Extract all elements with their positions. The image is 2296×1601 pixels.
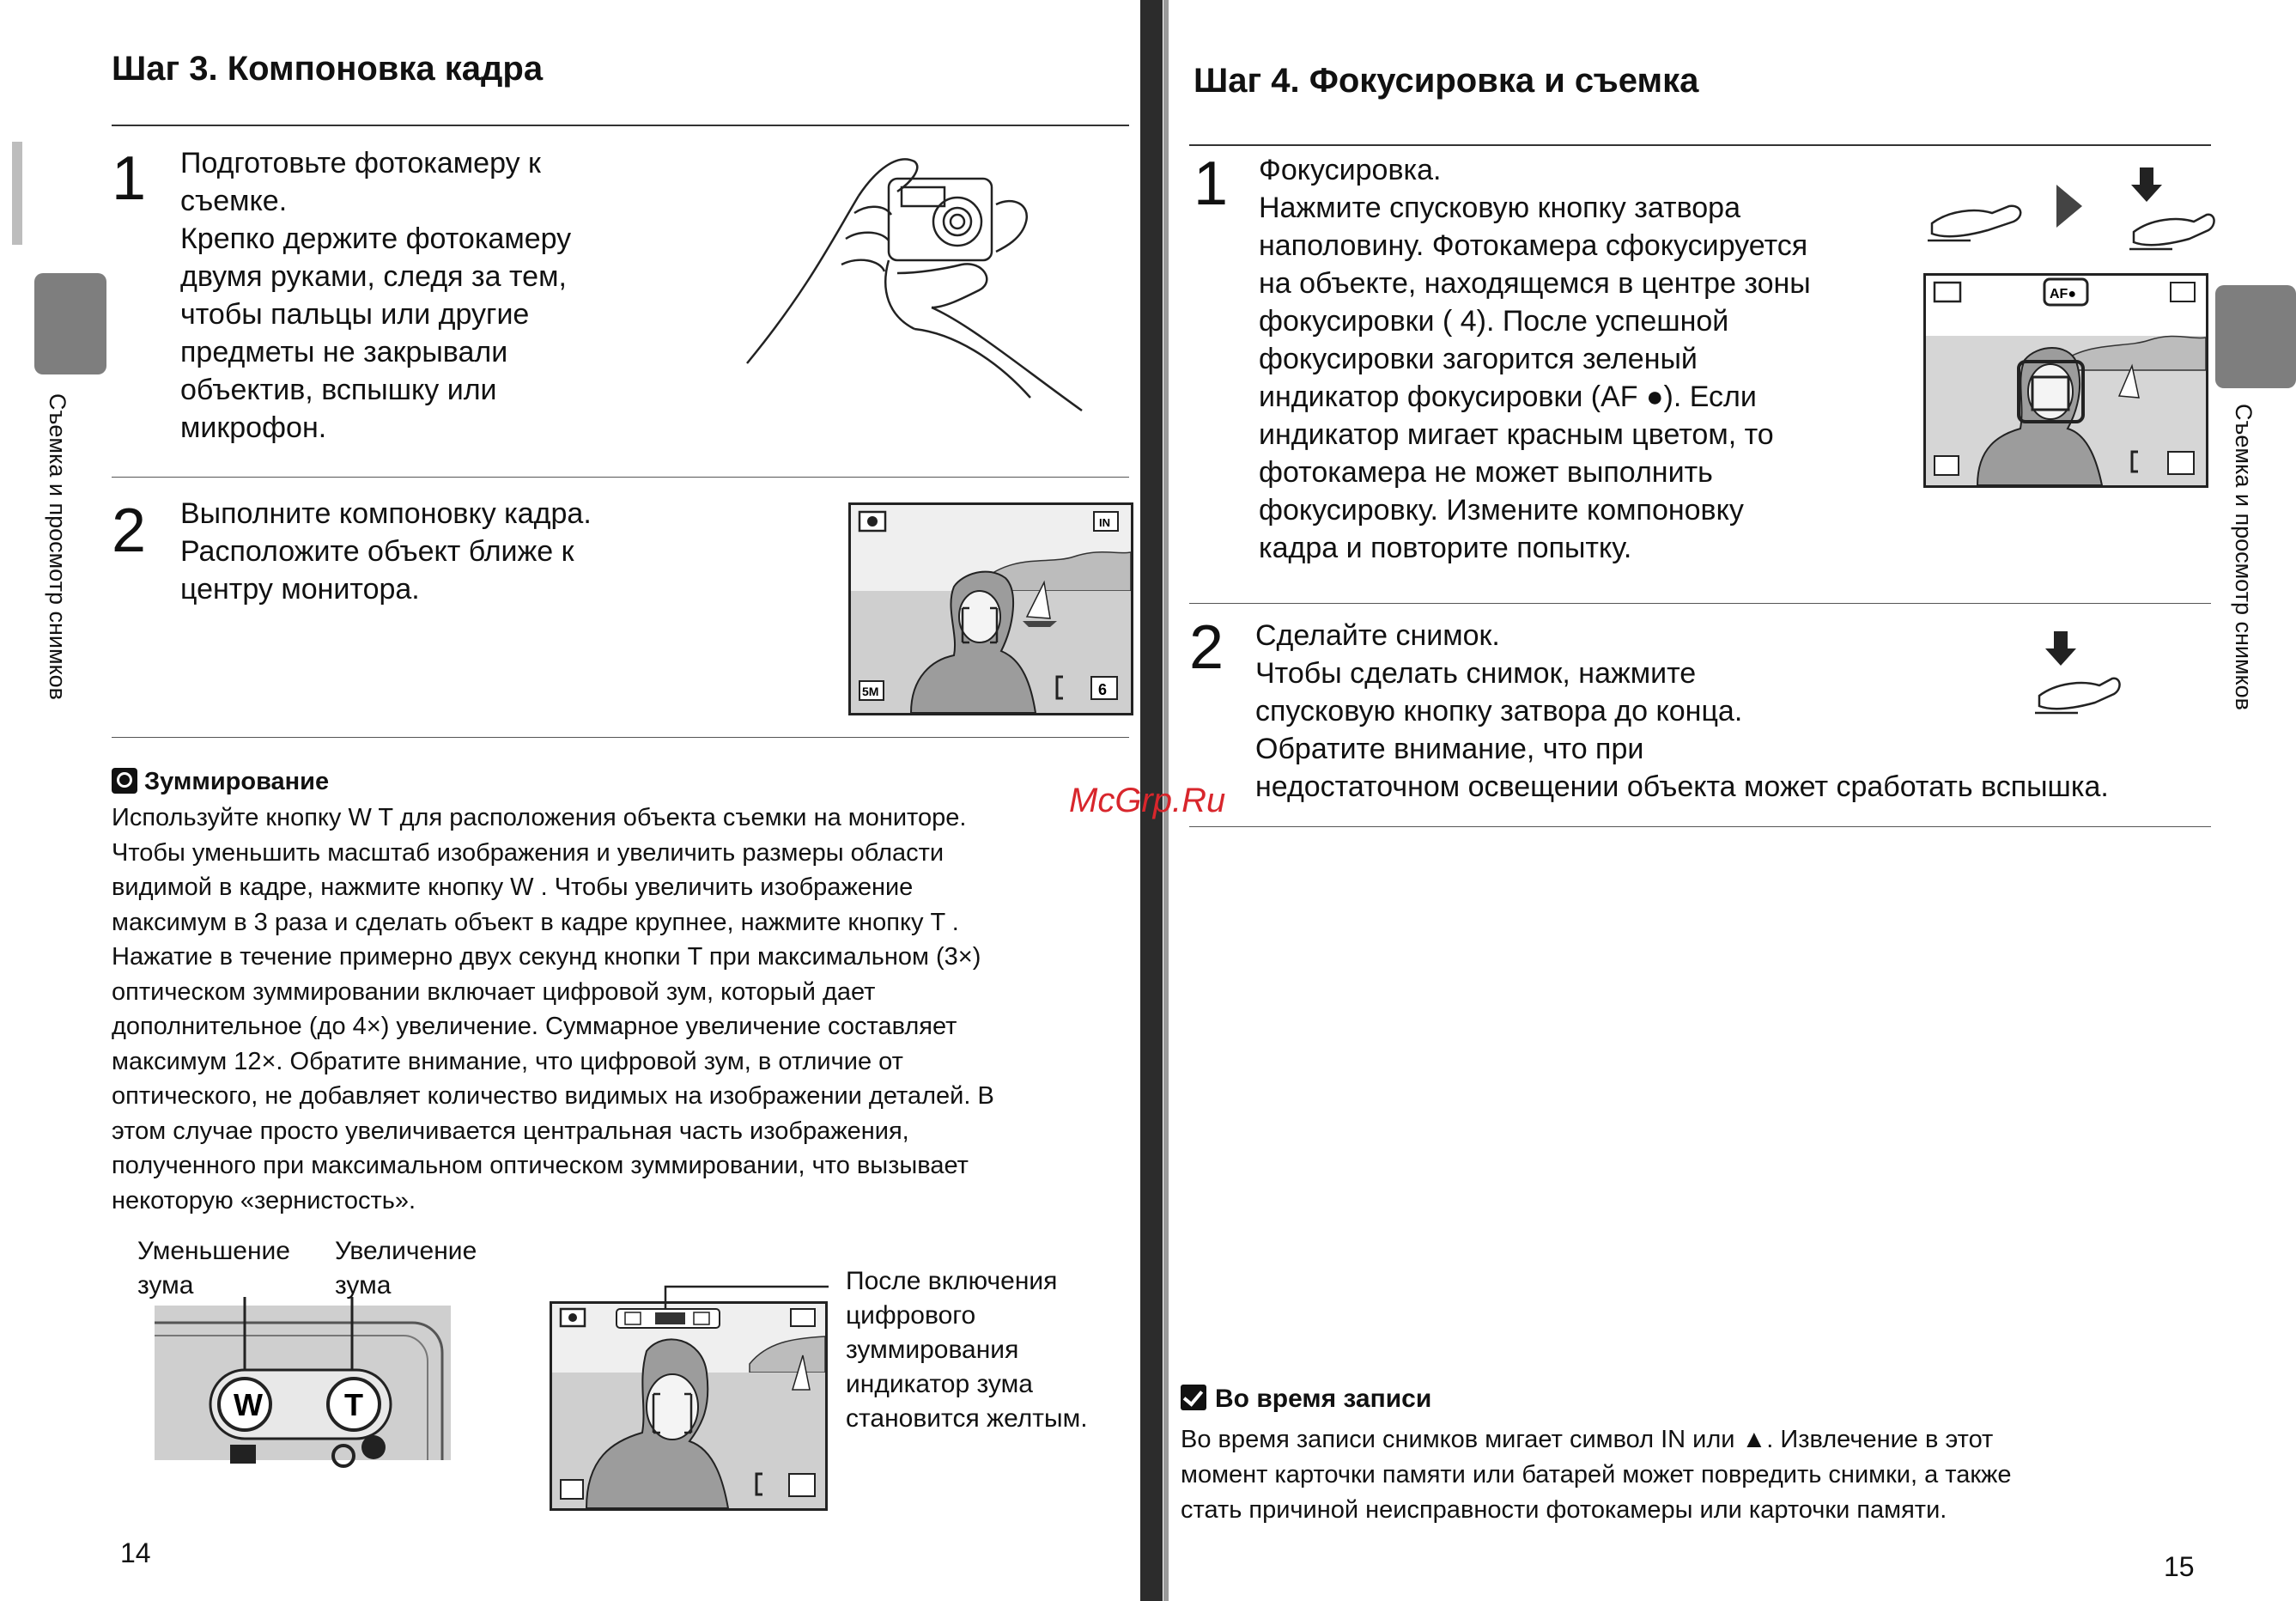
exposure-count: 6 xyxy=(1098,681,1108,698)
section-side-label: Съемка и просмотр снимков xyxy=(2231,404,2257,711)
checkmark-icon xyxy=(1181,1385,1206,1410)
page-edge-mark xyxy=(12,142,22,245)
right-page-title: Шаг 4. Фокусировка и съемка xyxy=(1194,62,1699,100)
callout-line xyxy=(661,1280,833,1310)
af-indicator: AF● xyxy=(2050,287,2076,301)
digital-zoom-caption: После включения цифрового зуммирования индикатор зума становится желтым. xyxy=(846,1267,1088,1433)
step-1-text: Подготовьте фотокамеру к съемке. Крепко держите фотокамеру двумя руками, следя за тем, чтобы пальцы или другие предметы не закрывали объектив, вспышку или микрофон. xyxy=(180,147,572,444)
section-tab xyxy=(34,273,106,374)
page-number: 14 xyxy=(120,1537,151,1568)
full-press-illustration xyxy=(2026,627,2129,721)
note-text: Во время записи снимков мигает символ IN или ▲. Извлечение в этот момент карточки памяти или батарей может повредить снимки, а также стать причиной неисправности фотокамеры или карточки памяти. xyxy=(1181,1426,2012,1524)
zoom-description: Используйте кнопку W T для расположения объекта съемки на мониторе. Чтобы уменьшить масштаб изображения и увеличить размеры области видимой в кадре, нажмите кнопку W . Чтобы увеличить изображение максимум в 3 раза и сделать объект в кадре крупнее, нажмите кнопку T . Нажатие в течение примерно двух секунд кнопки T при максимальном (3×) оптическом зуммировании включает цифровой зум, который дает дополнительное (до 4×) увеличение. Суммарное увеличение составляет максимум 12×. Обратите внимание, что цифровой зум, в отличие от оптического, не добавляет количество видимых на изображении деталей. В этом случае просто увеличивается центральная часть изображения, полученного при максимальном оптическом зуммировании, что вызывает некоторую «зернистость». xyxy=(112,804,994,1214)
section-side-label: Съемка и просмотр снимков xyxy=(45,393,70,701)
memory-indicator: IN xyxy=(1099,516,1110,529)
step-number: 2 xyxy=(1189,613,1224,682)
step-number: 1 xyxy=(112,144,147,213)
image-size-indicator: 5M xyxy=(862,685,879,698)
section-tab xyxy=(2215,285,2296,388)
step-number: 2 xyxy=(112,496,147,565)
w-button-label: W xyxy=(234,1387,263,1422)
step-number: 1 xyxy=(1194,149,1229,218)
watermark: McGrp.Ru xyxy=(1069,782,1226,819)
divider xyxy=(112,125,1129,126)
hands-holding-camera-illustration xyxy=(738,144,1125,419)
digital-zoom-monitor xyxy=(550,1301,828,1511)
camera-monitor-preview xyxy=(848,502,1133,715)
divider xyxy=(1189,603,2211,604)
step-2-text: Выполните компоновку кадра. Расположите объект ближе к центру монитора. xyxy=(180,497,592,606)
divider xyxy=(1189,144,2211,146)
zoom-heading: Зуммирование xyxy=(112,768,329,796)
zoom-in-label: Увеличение зума xyxy=(335,1237,477,1300)
divider xyxy=(112,477,1129,478)
zoom-out-label: Уменьшение зума xyxy=(137,1237,290,1300)
focus-monitor-preview xyxy=(1923,273,2208,488)
step-2-text: Сделайте снимок. Чтобы сделать снимок, нажмите спусковую кнопку затвора до конца. Обратите внимание, что при недостаточном освещении объекта может сработать вспышка. xyxy=(1255,619,2109,803)
t-button-label: T xyxy=(344,1387,363,1422)
zoom-buttons-illustration xyxy=(155,1297,455,1469)
step-1-text: Фокусировка. Нажмите спусковую кнопку затвора наполовину. Фотокамера сфокусируется на объекте, находящемся в центре зоны фокусировки ( 4). После успешной фокусировки загорится зеленый индикатор фокусировки (AF ●). Если индикатор мигает красным цветом, то фотокамера не может выполнить фокусировку. Измените компоновку кадра и повторите попытку. xyxy=(1259,154,1811,564)
page-number: 15 xyxy=(2164,1551,2195,1582)
left-page-title: Шаг 3. Компоновка кадра xyxy=(112,50,544,88)
note-heading: Во время записи xyxy=(1181,1385,1431,1414)
divider xyxy=(1189,826,2211,827)
magnifier-icon xyxy=(112,768,137,794)
half-press-illustration xyxy=(1923,163,2215,266)
divider xyxy=(112,737,1129,738)
